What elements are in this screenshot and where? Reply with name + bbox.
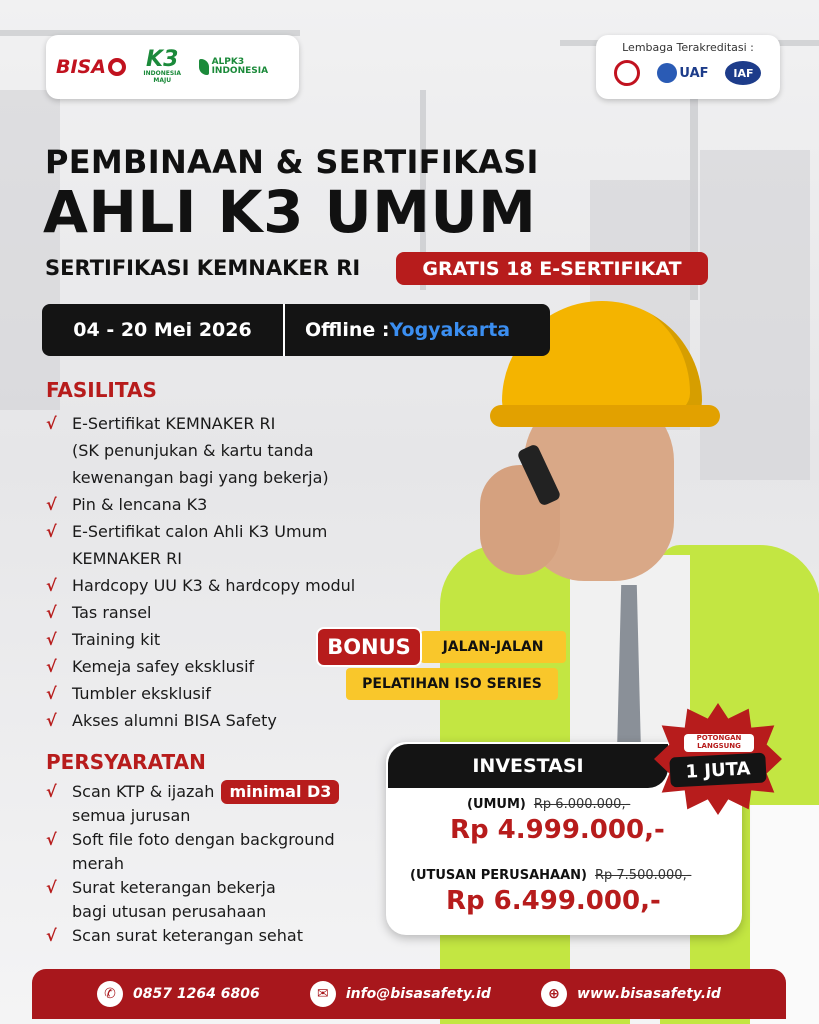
list-item: √ Soft file foto dengan background merah [46,830,335,873]
accreditation-seal-icon [614,60,640,86]
gear-icon [108,58,126,76]
list-item: √ Scan surat keterangan sehat [46,924,339,948]
umum-price-row: (UMUM) Rp 6.000.000,- [467,797,631,812]
globe-icon [657,63,677,83]
mail-icon: ✉ [310,981,336,1007]
check-icon: √ [46,711,57,730]
list-item: √ Scan KTP & ijazah minimal D3 semua jurusan [46,780,339,828]
check-icon: √ [46,782,57,801]
check-icon: √ [46,878,57,897]
list-item: √ Hardcopy UU K3 & hardcopy modul [46,572,355,599]
check-icon: √ [46,830,57,849]
check-icon: √ [46,684,57,703]
bonus-iso-series: PELATIHAN ISO SERIES [346,668,558,700]
event-info-bar [42,304,550,356]
event-location: Offline :Yogyakarta [305,319,511,341]
list-item: √ E-Sertifikat KEMNAKER RI (SK penunjukan & kartu tanda kewenangan bagi yang bekerja) [46,410,355,491]
umum-price: Rp 4.999.000,- [450,815,665,845]
contact-phone[interactable]: ✆ 0857 1264 6806 [97,981,260,1007]
list-item: √ Surat keterangan bekerja bagi utusan perusahaan [46,878,276,921]
partner-logos [46,35,299,99]
persyaratan-title: PERSYARATAN [46,750,206,774]
list-item: √ E-Sertifikat calon Ahli K3 Umum KEMNAKER RI [46,518,355,572]
event-city: Yogyakarta [389,319,511,341]
check-icon: √ [46,657,57,676]
headline-line1: PEMBINAAN & SERTIFIKASI [45,143,539,181]
discount-amount: 1 JUTA [669,753,766,788]
discount-burst [654,703,782,815]
bisa-safety-logo: BISA [56,56,126,78]
accreditation-label: Lembaga Terakreditasi : [622,41,754,54]
check-icon: √ [46,630,57,649]
gratis-badge: GRATIS 18 E-SERTIFIKAT [396,252,708,285]
check-icon: √ [46,603,57,622]
check-icon: √ [46,522,57,541]
contact-email[interactable]: ✉ info@bisasafety.id [310,981,491,1007]
hard-hat-brim [490,405,720,427]
event-date: 04 - 20 Mei 2026 [42,304,285,356]
check-icon: √ [46,926,57,945]
leaf-icon [199,59,209,75]
utusan-old-price: Rp 7.500.000,- [594,868,692,883]
investasi-title: INVESTASI [388,744,668,788]
background-building [0,90,60,410]
list-item: √ Pin & lencana K3 [46,491,355,518]
fasilitas-list [46,410,355,734]
list-item: √ Tas ransel [46,599,355,626]
whatsapp-icon: ✆ [97,981,123,1007]
minimal-d3-badge: minimal D3 [221,780,339,804]
check-icon: √ [46,414,57,433]
list-item: √ Training kit [46,626,355,653]
headline-line3: SERTIFIKASI KEMNAKER RI [45,256,361,280]
contact-website[interactable]: ⊕ www.bisasafety.id [541,981,721,1007]
list-item: √ Akses alumni BISA Safety [46,707,355,734]
persyaratan-list [46,780,339,948]
globe-icon: ⊕ [541,981,567,1007]
fasilitas-title: FASILITAS [46,378,157,402]
headline-main-title: AHLI K3 UMUM [43,178,537,246]
contact-footer [32,969,786,1019]
k3-logo: K3 INDONESIA MAJU [143,47,182,84]
discount-label: POTONGAN LANGSUNG [684,734,754,752]
umum-old-price: Rp 6.000.000,- [533,797,631,812]
uaf-logo: UAF [657,63,708,83]
utusan-price-row: (UTUSAN PERUSAHAAN) Rp 7.500.000,- [410,868,692,883]
utusan-price: Rp 6.499.000,- [446,886,661,916]
alpk3-logo: ALPK3 INDONESIA [199,58,290,76]
bonus-jalan-jalan: JALAN-JALAN [420,631,566,663]
bonus-label: BONUS [316,627,422,667]
list-item: √ Kemeja safey eksklusif [46,653,355,680]
list-item: √ Tumbler eksklusif [46,680,355,707]
accreditation-box [596,35,780,99]
check-icon: √ [46,495,57,514]
iaf-logo: IAF [725,61,761,85]
check-icon: √ [46,576,57,595]
